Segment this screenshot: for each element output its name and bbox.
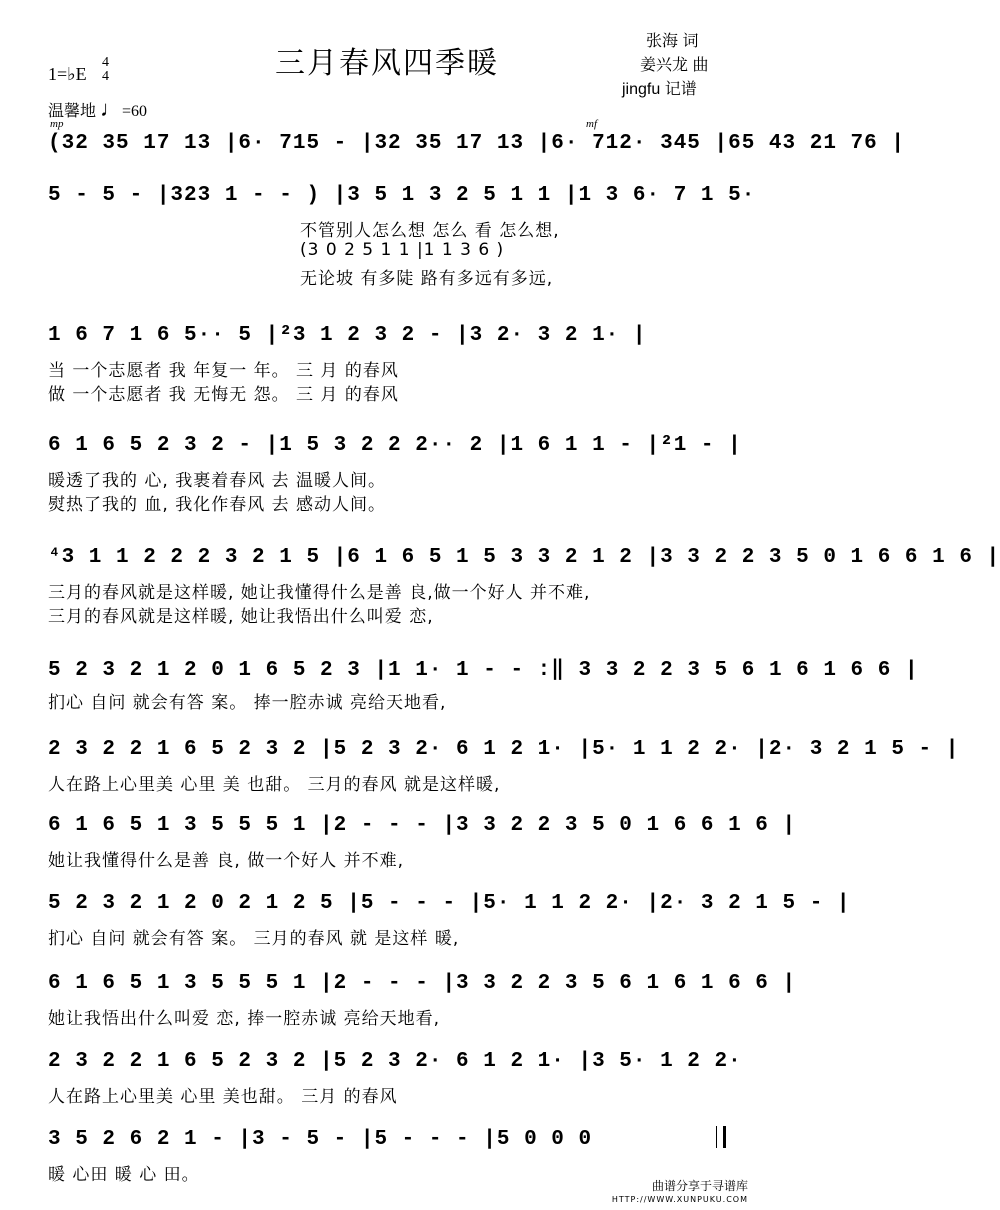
lyric-line: 人在路上心里美 心里 美也甜。 三月 的春风 [48, 1087, 398, 1107]
notation-line: 2 3 2 2 1 6 5 2 3 2 |5 2 3 2· 6 1 2 1· |3 5· 1 2 2· [48, 1050, 742, 1073]
lyric-line: 她让我懂得什么是善 良, 做一个好人 并不难, [48, 851, 405, 871]
lyric-line: 扪心 自问 就会有答 案。 捧一腔赤诚 亮给天地看, [48, 693, 447, 713]
time-signature-bottom: 4 [102, 69, 109, 84]
lyric-line: 不管别人怎么想 怎么 看 怎么想, [300, 221, 560, 241]
lyric-line: 她让我悟出什么叫爱 恋, 捧一腔赤诚 亮给天地看, [48, 1009, 441, 1029]
lyric-line: 三月的春风就是这样暖, 她让我懂得什么是善 良,做一个好人 并不难, [48, 583, 591, 603]
lyric-line: 做 一个志愿者 我 无悔无 怨。 三 月 的春风 [48, 385, 399, 405]
notation-line: 5 - 5 - |323 1 - - ) |3 5 1 3 2 5 1 1 |1 3 6· 7 1 5· [48, 184, 756, 207]
lyric-line: 无论坡 有多陡 路有多远有多远, [300, 269, 554, 289]
dynamic-mf: mf [586, 118, 597, 130]
quarter-note-icon: ♩ [100, 96, 123, 121]
lyric-line: (3 0 2 5 1 1 |1 1 3 6 ) [300, 240, 505, 260]
notation-line: 2 3 2 2 1 6 5 2 3 2 |5 2 3 2· 6 1 2 1· |5· 1 1 2 2· |2· 3 2 1 5 - | [48, 738, 960, 761]
lyric-line: 暖 心田 暖 心 田。 [48, 1165, 200, 1185]
notation-line: 6 1 6 5 1 3 5 5 5 1 |2 - - - |3 3 2 2 3 5 0 1 6 6 1 6 | [48, 814, 797, 837]
notation-line: 6 1 6 5 1 3 5 5 5 1 |2 - - - |3 3 2 2 3 5 6 1 6 1 6 6 | [48, 972, 797, 995]
dynamic-mp: mp [50, 118, 64, 130]
notation-line: 1 6 7 1 6 5·· 5 |²3 1 2 3 2 - |3 2· 3 2 1· | [48, 324, 647, 347]
notation-line: 6 1 6 5 2 3 2 - |1 5 3 2 2 2·· 2 |1 6 1 1 - |²1 - | [48, 434, 742, 457]
time-signature-top: 4 [102, 55, 109, 70]
footer-watermark [612, 1180, 748, 1206]
notation-line: (32 35 17 13 |6· 715 - |32 35 17 13 |6· 712· 345 |65 43 21 76 | [48, 132, 905, 155]
tempo-expression: 温馨地 [48, 103, 97, 120]
lyric-line: 扪心 自问 就会有答 案。 三月的春风 就 是这样 暖, [48, 929, 460, 949]
lyric-line: 暖透了我的 心, 我裹着春风 去 温暖人间。 [48, 471, 387, 491]
footer-url: HTTP://WWW.XUNPUKU.COM [611, 1195, 748, 1204]
notation-line: 5 2 3 2 1 2 0 1 6 5 2 3 |1 1· 1 - - :‖ 3 3 2 2 3 5 6 1 6 1 6 6 | [48, 659, 919, 682]
footer-text: 曲谱分享于寻谱库 [651, 1179, 748, 1193]
composer-credit: 姜兴龙 曲 [640, 57, 709, 74]
lyric-line: 人在路上心里美 心里 美 也甜。 三月的春风 就是这样暖, [48, 775, 501, 795]
notation-line: 5 2 3 2 1 2 0 2 1 2 5 |5 - - - |5· 1 1 2 2· |2· 3 2 1 5 - | [48, 892, 851, 915]
tempo-bpm: =60 [122, 103, 148, 120]
notation-line: 3 5 2 6 2 1 - |3 - 5 - |5 - - - |5 0 0 0 [48, 1128, 593, 1151]
notation-line: ⁴3 1 1 2 2 2 3 2 1 5 |6 1 6 5 1 5 3 3 2 1 2 |3 3 2 2 3 5 0 1 6 6 1 6 | [48, 546, 1000, 569]
final-barline [716, 1126, 726, 1148]
lyric-line: 三月的春风就是这样暖, 她让我悟出什么叫爱 恋, [48, 607, 434, 627]
lyric-line: 当 一个志愿者 我 年复一 年。 三 月 的春风 [48, 361, 399, 381]
song-title: 三月春风四季暖 [275, 47, 499, 80]
lyricist-credit: 张海 词 [646, 33, 699, 50]
key-signature: 1=♭E [48, 64, 87, 84]
transcriber-credit: jingfu 记谱 [622, 81, 697, 98]
time-signature [102, 56, 109, 84]
lyric-line: 熨热了我的 血, 我化作春风 去 感动人间。 [48, 495, 387, 515]
